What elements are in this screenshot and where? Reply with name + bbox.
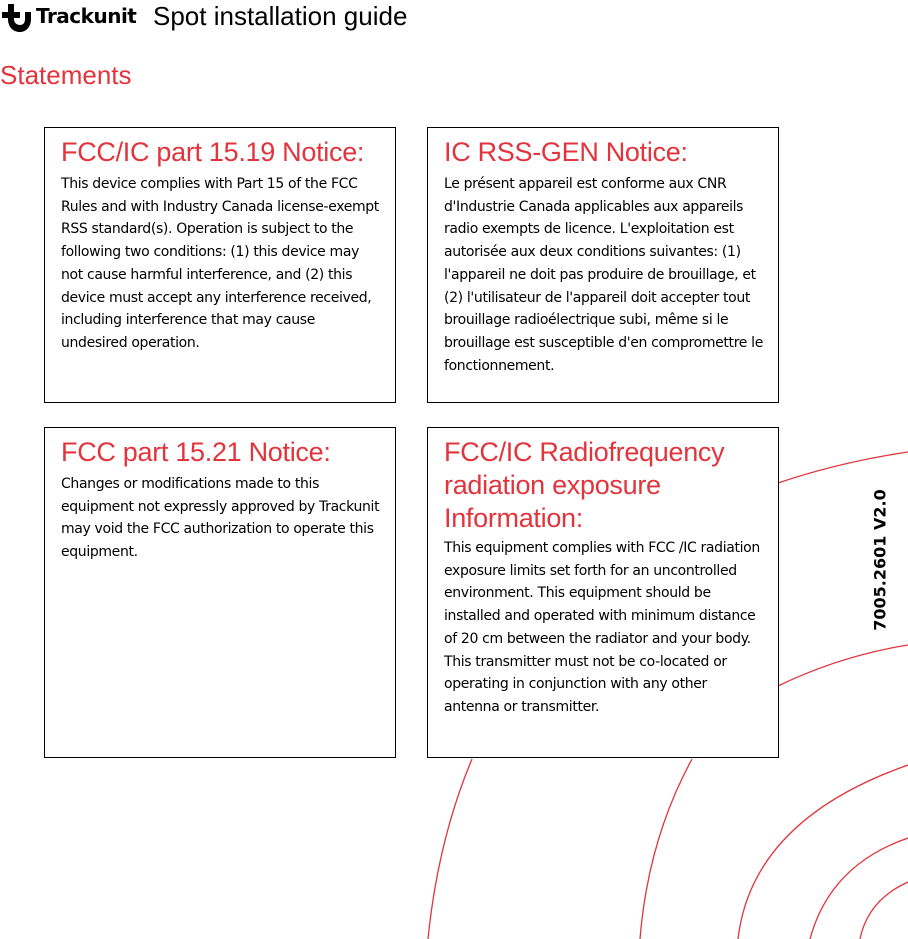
header <box>0 0 600 34</box>
trackunit-logo-icon <box>2 2 32 32</box>
notice-title: FCC part 15.21 Notice: <box>61 437 331 467</box>
arc-6 <box>810 838 908 939</box>
notice-ic-rss-gen <box>427 127 779 403</box>
section-title: Statements <box>0 60 132 90</box>
arc-2 <box>778 645 908 686</box>
arc-7 <box>860 882 908 939</box>
notice-body: Changes or modifications made to this equipment not expressly approved by Trackunit may void the FCC authorization to operate this equipment. <box>61 476 380 561</box>
notice-title: FCC/IC part 15.19 Notice: <box>61 137 365 167</box>
notice-fcc-15-21 <box>44 427 396 758</box>
notice-body: Le présent appareil est conforme aux CNR d'Industrie Canada applicables aux appareils radio exempts de licence. L'exploitation est autorisée aux deux conditions suivantes: (1) l'appareil ne doit pas produire de brouillage, et (2) l'utilisateur de l'appareil doit accepter tout brouillage radioélectrique subi, même si le brouillage est susceptible d'en compromettre le fonctionnement. <box>444 176 763 374</box>
document-number: 7005.2601 V2.0 <box>870 489 890 631</box>
arc-3 <box>428 759 472 939</box>
brand-wordmark: Trackunit <box>36 4 137 28</box>
document-title: Spot installation guide <box>153 1 408 31</box>
notice-body: This equipment complies with FCC /IC radiation exposure limits set forth for an uncontrolled environment. This equipment should be installed and operated with minimum distance of 20 cm between the radiator and your body. This transmitter must not be co-located or operating in conjunction with any other antenna or transmitter. <box>444 540 760 715</box>
arc-1 <box>778 452 908 483</box>
notice-title: FCC/IC Radiofrequency radiation exposure Information: <box>444 437 725 533</box>
arc-5 <box>738 765 908 939</box>
notice-rf-exposure <box>427 427 779 758</box>
arc-4 <box>640 759 692 939</box>
notice-body: This device complies with Part 15 of the FCC Rules and with Industry Canada license-exempt RSS standard(s). Operation is subject to the following two conditions: (1) this device may not cause harmful interference, and (2) this device must accept any interference received, including interference that may cause undesired operation. <box>61 176 379 351</box>
notice-fcc-ic-15-19 <box>44 127 396 403</box>
notice-title: IC RSS-GEN Notice: <box>444 137 688 167</box>
